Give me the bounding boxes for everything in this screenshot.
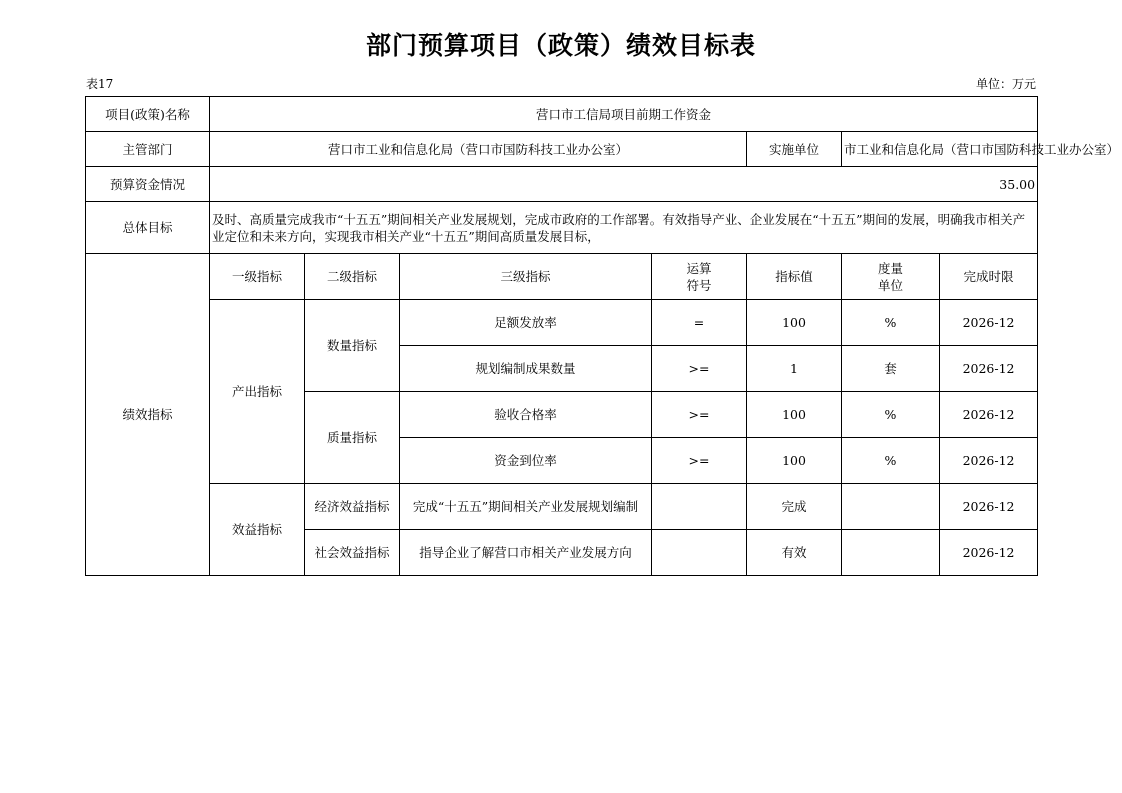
indicator-op	[652, 484, 747, 530]
social-label: 社会效益指标	[305, 530, 400, 576]
table-row	[86, 484, 1038, 530]
budget-row	[86, 167, 1038, 202]
indicator-unit: 套	[842, 346, 940, 392]
indicator-op: >=	[652, 346, 747, 392]
indicator-value: 完成	[747, 484, 842, 530]
header-value: 指标值	[747, 254, 842, 300]
dept-label: 主管部门	[86, 132, 210, 167]
indicator-unit: %	[842, 392, 940, 438]
indicator-deadline: 2026-12	[940, 392, 1038, 438]
indicator-unit: %	[842, 438, 940, 484]
impl-value: 市工业和信息化局（营口市国防科技工业办公室）	[842, 132, 1038, 167]
indicator-name: 完成“十五五”期间相关产业发展规划编制	[400, 484, 652, 530]
indicator-name: 规划编制成果数量	[400, 346, 652, 392]
goal-label: 总体目标	[86, 202, 210, 254]
indicator-op	[652, 530, 747, 576]
project-row	[86, 97, 1038, 132]
indicator-value: 100	[747, 438, 842, 484]
budget-value: 35.00	[210, 167, 1038, 202]
indicator-name: 指导企业了解营口市相关产业发展方向	[400, 530, 652, 576]
header-level2: 二级指标	[305, 254, 400, 300]
header-level1: 一级指标	[210, 254, 305, 300]
indicator-op: >=	[652, 392, 747, 438]
performance-target-table	[85, 96, 1120, 576]
indicator-deadline: 2026-12	[940, 300, 1038, 346]
indicator-op: >=	[652, 438, 747, 484]
indicator-deadline: 2026-12	[940, 530, 1038, 576]
dept-value: 营口市工业和信息化局（营口市国防科技工业办公室）	[210, 132, 747, 167]
quality-label: 质量指标	[305, 392, 400, 484]
impl-label: 实施单位	[747, 132, 842, 167]
dept-row	[86, 132, 1038, 167]
indicator-deadline: 2026-12	[940, 346, 1038, 392]
page-title: 部门预算项目（政策）绩效目标表	[365, 31, 756, 60]
indicator-name: 足额发放率	[400, 300, 652, 346]
indicator-value: 有效	[747, 530, 842, 576]
header-op: 运算 符号	[652, 254, 747, 300]
indicator-op: =	[652, 300, 747, 346]
indicator-value: 100	[747, 392, 842, 438]
indicator-name: 资金到位率	[400, 438, 652, 484]
indicator-header-row	[86, 254, 1038, 300]
benefit-label: 效益指标	[210, 484, 305, 576]
goal-row	[86, 202, 1038, 254]
header-level3: 三级指标	[400, 254, 652, 300]
indicator-unit	[842, 484, 940, 530]
indicator-value: 100	[747, 300, 842, 346]
header-deadline: 完成时限	[940, 254, 1038, 300]
indicator-unit	[842, 530, 940, 576]
perf-label: 绩效指标	[86, 254, 210, 576]
budget-label: 预算资金情况	[86, 167, 210, 202]
header-unit: 度量 单位	[842, 254, 940, 300]
indicator-name: 验收合格率	[400, 392, 652, 438]
table-row	[86, 300, 1038, 346]
goal-value: 及时、高质量完成我市“十五五”期间相关产业发展规划，完成市政府的工作部署。有效指导产业、企业发展在“十五五”期间的发展，明确我市相关产业定位和未来方向，实现我市相关产业“十五五”期间高质量发展目标，	[210, 202, 1038, 254]
economic-label: 经济效益指标	[305, 484, 400, 530]
indicator-unit: %	[842, 300, 940, 346]
project-value: 营口市工信局项目前期工作资金	[210, 97, 1038, 132]
indicator-deadline: 2026-12	[940, 484, 1038, 530]
quantity-label: 数量指标	[305, 300, 400, 392]
indicator-value: 1	[747, 346, 842, 392]
table-number: 表17	[86, 77, 114, 91]
unit-label: 单位：万元	[975, 77, 1036, 91]
project-label: 项目(政策)名称	[86, 97, 210, 132]
output-label: 产出指标	[210, 300, 305, 484]
indicator-deadline: 2026-12	[940, 438, 1038, 484]
